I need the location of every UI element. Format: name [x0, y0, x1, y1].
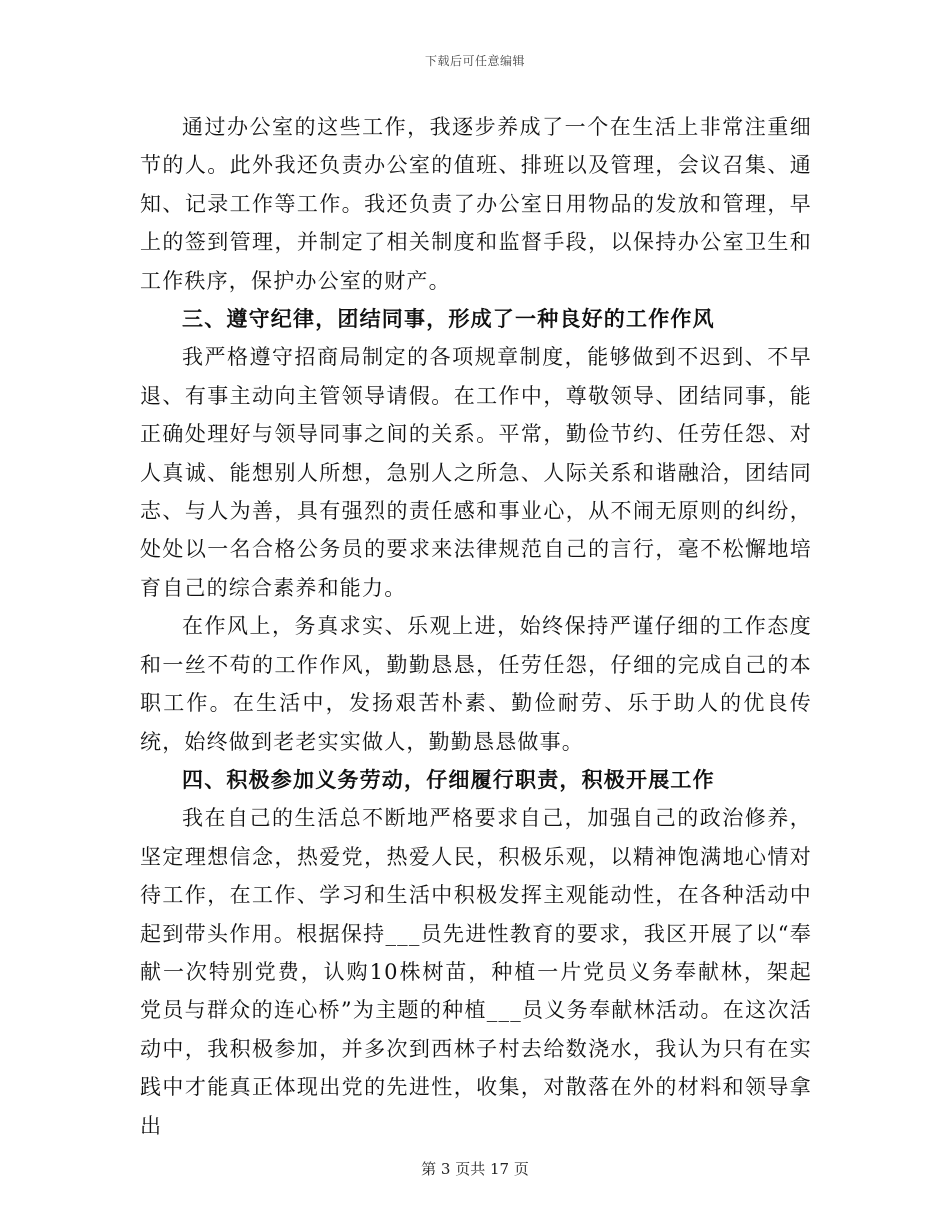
page-number: 第 3 页共 17 页 — [421, 1160, 529, 1178]
page-header: 下载后可任意编辑 — [424, 54, 525, 68]
section-heading-discipline: 三、遵守纪律，团结同事，形成了一种良好的工作作风 — [182, 306, 715, 332]
paragraph-volunteer-activities: 我在自己的生活总不断地严格要求自己，加强自己的政治修养，坚定理想信念，热爱党，热爱人民，积极乐观，以精神饱满地心情对待工作，在工作、学习和生活中积极发挥主观能动性，在各种活动中起到带头作用。根据保持___员先进性教育的要求，我区开展了以“奉献一次特别党费，认购10株树苗，种植一片党员义务奉献林，架起党员与群众的连心桥”为主题的种植___员义务奉献林活动。在这次活动中，我积极参加，并多次到西林子村去给数浇水，我认为只有在实践中才能真正体现出党的先进性，收集，对散落在外的材料和领导拿出 — [140, 806, 812, 1138]
section-heading-volunteer-labor: 四、积极参加义务劳动，仔细履行职责，积极开展工作 — [182, 766, 715, 792]
paragraph-work-style: 在作风上，务真求实、乐观上进，始终保持严谨仔细的工作态度和一丝不苟的工作作风，勤勤恳恳，任劳任怨，仔细的完成自己的本职工作。在生活中，发扬艰苦朴素、勤俭耐劳、乐于助人的优良传统，始终做到老老实实做人，勤勤恳恳做事。 — [140, 614, 812, 754]
paragraph-office-work: 通过办公室的这些工作，我逐步养成了一个在生活上非常注重细节的人。此外我还负责办公室的值班、排班以及管理，会议召集、通知、记录工作等工作。我还负责了办公室日用物品的发放和管理，早上的签到管理，并制定了相关制度和监督手段，以保持办公室卫生和工作秩序，保护办公室的财产。 — [140, 115, 812, 293]
paragraph-rules-and-colleagues: 我严格遵守招商局制定的各项规章制度，能够做到不迟到、不早退、有事主动向主管领导请假。在工作中，尊敬领导、团结同事，能正确处理好与领导同事之间的关系。平常，勤俭节约、任劳任怨、对人真诚、能想别人所想，急别人之所急、人际关系和谐融洽，团结同志、与人为善，具有强烈的责任感和事业心，从不闹无原则的纠纷，处处以一名合格公务员的要求来法律规范自己的言行，毫不松懈地培育自己的综合素养和能力。 — [140, 345, 812, 600]
document-body — [140, 108, 812, 1145]
